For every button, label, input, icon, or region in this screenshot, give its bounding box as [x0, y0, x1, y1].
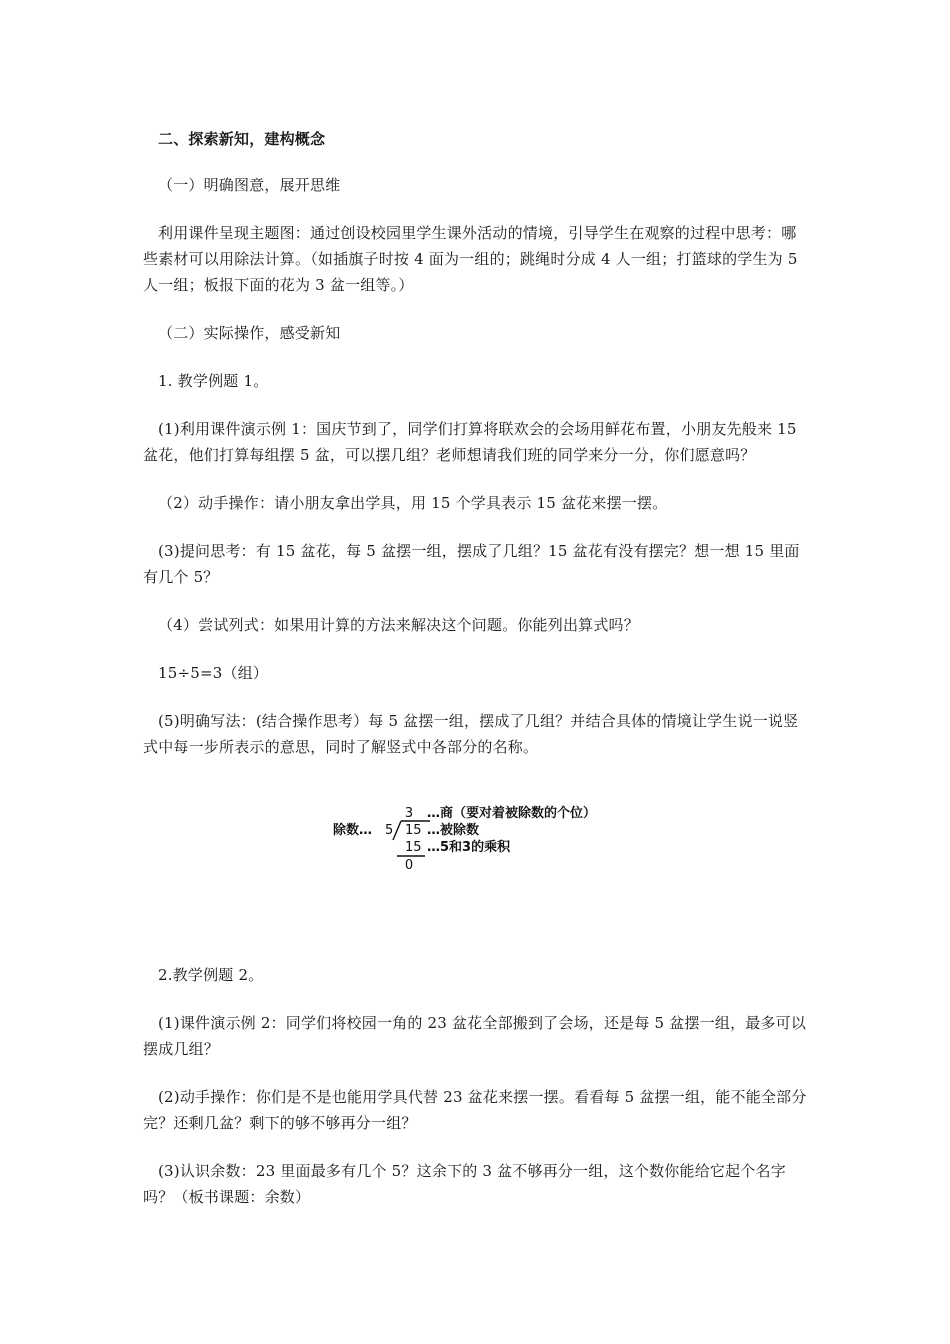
dividend-digits: 15 — [405, 823, 422, 838]
division-bracket — [393, 821, 401, 840]
subsection-1-title: （一）明确图意，展开思维 — [158, 176, 341, 194]
product-digits: 15 — [405, 840, 422, 855]
example-1-step-3: (3)提问思考：有 15 盆花，每 5 盆摆一组，摆成了几组？15 盆花有没有摆完？想一想 15 里面有几个 5？ — [143, 542, 800, 586]
example-1-formula: 15÷5=3（组） — [158, 664, 269, 682]
long-division-figure — [143, 804, 811, 924]
subsection-1-paragraph: 利用课件呈现主题图：通过创设校园里学生课外活动的情境，引导学生在观察的过程中思考：哪些素材可以用除法计算。（如插旗子时按 4 面为一组的；跳绳时分成 4 人一组；打篮球的学生为 5 人一组；板报下面的花为 3 盆一组等。） — [143, 224, 798, 294]
subsection-2-title: （二）实际操作，感受新知 — [158, 324, 341, 342]
example-1-step-4: （4）尝试列式：如果用计算的方法来解决这个问题。你能列出算式吗？ — [158, 616, 639, 634]
product-note: …5和3的乘积 — [427, 840, 511, 855]
example-2-title: 2.教学例题 2。 — [158, 966, 264, 984]
divisor-digit: 5 — [385, 823, 394, 838]
remainder-digit: 0 — [404, 858, 414, 873]
example-2-step-1: (1)课件演示例 2：同学们将校园一角的 23 盆花全部搬到了会场，还是每 5 盆摆一组，最多可以摆成几组？ — [143, 1014, 807, 1058]
example-2-step-2: (2)动手操作：你们是不是也能用学具代替 23 盆花来摆一摆。看看每 5 盆摆一组，能不能全部分完？还剩几盆？剩下的够不够再分一组？ — [143, 1088, 807, 1132]
section-title: 二、探索新知，建构概念 — [158, 130, 326, 148]
dividend-note: …被除数 — [427, 823, 480, 838]
quotient-note: …商（要对着被除数的个位） — [427, 806, 597, 821]
divisor-label: 除数… — [333, 823, 373, 838]
document-content — [143, 126, 811, 1232]
example-2-step-3: (3)认识余数：23 里面最多有几个 5？这余下的 3 盆不够再分一组，这个数你能给它起个名字吗？（板书课题：余数） — [143, 1162, 786, 1206]
example-1-title: 1. 教学例题 1。 — [158, 372, 269, 390]
example-1-step-2: （2）动手操作：请小朋友拿出学具，用 15 个学具表示 15 盆花来摆一摆。 — [158, 494, 668, 512]
example-1-step-5: (5)明确写法：(结合操作思考）每 5 盆摆一组，摆成了几组？并结合具体的情境让学生说一说竖式中每一步所表示的意思，同时了解竖式中各部分的名称。 — [143, 712, 799, 756]
long-division-diagram — [333, 804, 623, 874]
quotient-digit: 3 — [404, 806, 414, 821]
example-1-step-1: (1)利用课件演示例 1：国庆节到了，同学们打算将联欢会的会场用鲜花布置，小朋友先般来 15 盆花，他们打算每组摆 5 盆，可以摆几组？老师想请我们班的同学来分一分，你们愿意吗？ — [143, 420, 797, 464]
